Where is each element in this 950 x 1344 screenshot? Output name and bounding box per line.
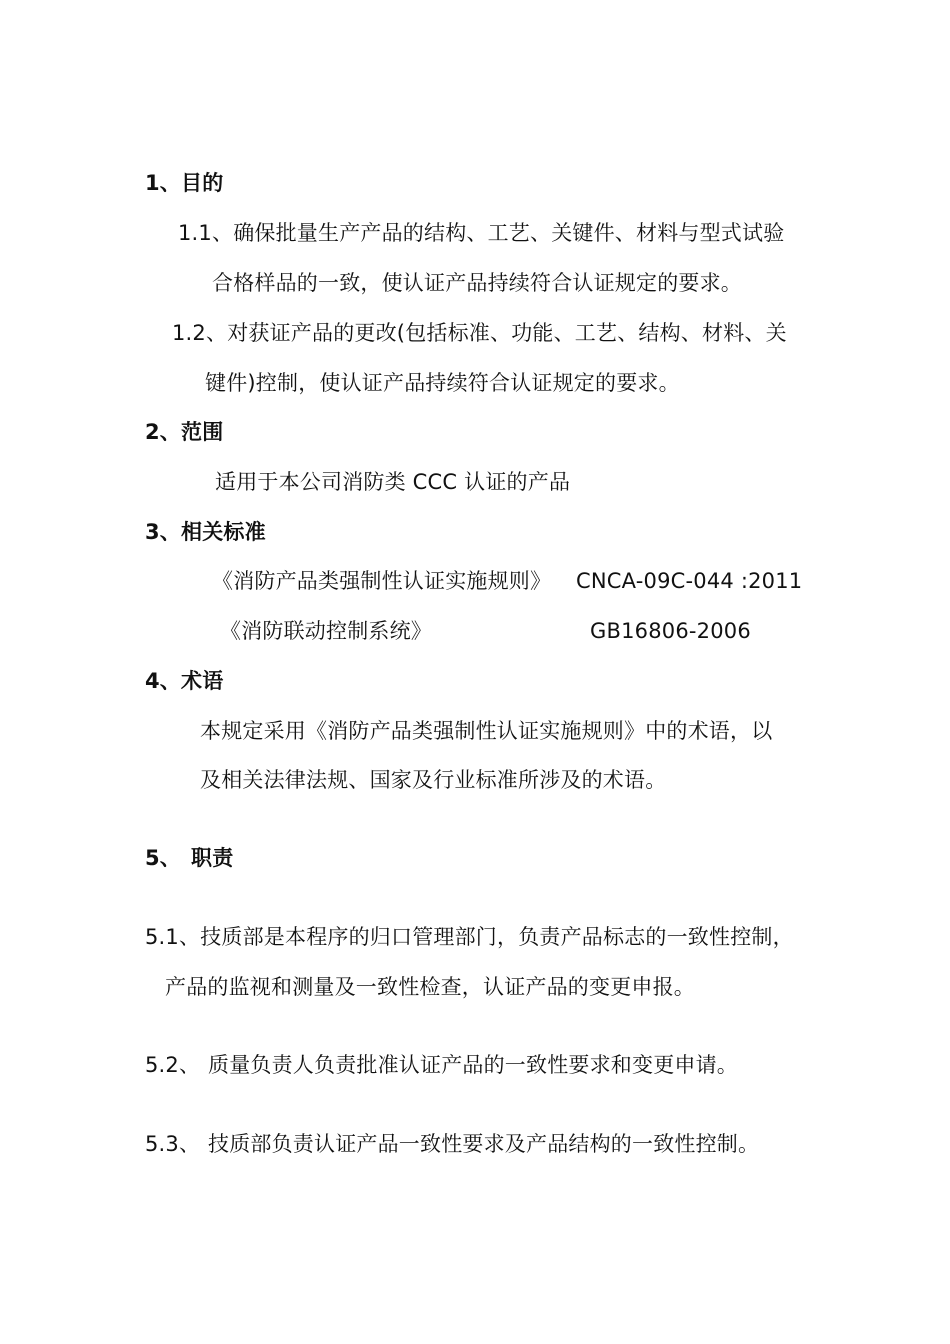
standard-1-code: CNCA-09C-044 :2011 xyxy=(576,569,803,593)
standard-2-name: 《消防联动控制系统》 xyxy=(220,619,432,643)
section-5-2-number: 5.2、 xyxy=(145,1053,201,1077)
section-1-1-line-2: 合格样品的一致，使认证产品持续符合认证规定的要求。 xyxy=(212,271,742,295)
section-5-heading-text: 职责 xyxy=(191,846,234,870)
section-5-3-text: 技质部负责认证产品一致性要求及产品结构的一致性控制。 xyxy=(208,1132,760,1156)
section-4-line-2: 及相关法律法规、国家及行业标准所涉及的术语。 xyxy=(200,768,667,792)
section-5-1-line-2: 产品的监视和测量及一致性检查，认证产品的变更申报。 xyxy=(165,975,695,999)
section-4-line-1: 本规定采用《消防产品类强制性认证实施规则》中的术语，以 xyxy=(200,719,773,743)
section-5-3-number: 5.3、 xyxy=(145,1132,201,1156)
section-1-1-line-1: 1.1、确保批量生产产品的结构、工艺、关键件、材料与型式试验 xyxy=(178,221,785,245)
section-1-2-line-1: 1.2、对获证产品的更改(包括标准、功能、工艺、结构、材料、关 xyxy=(172,321,787,345)
section-5-2-text: 质量负责人负责批准认证产品的一致性要求和变更申请。 xyxy=(208,1053,738,1077)
section-2-text: 适用于本公司消防类 CCC 认证的产品 xyxy=(215,470,571,494)
section-1-2-line-2: 键件)控制，使认证产品持续符合认证规定的要求。 xyxy=(205,371,680,395)
section-1-heading: 1、目的 xyxy=(145,171,224,195)
standard-2-code: GB16806-2006 xyxy=(590,619,751,643)
section-3-heading: 3、相关标准 xyxy=(145,520,266,544)
section-5-heading-number: 5、 xyxy=(145,846,182,870)
section-2-heading: 2、范围 xyxy=(145,420,224,444)
standard-1-name: 《消防产品类强制性认证实施规则》 xyxy=(212,569,552,593)
section-4-heading: 4、术语 xyxy=(145,669,224,693)
section-5-1-line-1: 5.1、技质部是本程序的归口管理部门，负责产品标志的一致性控制， xyxy=(145,925,794,949)
